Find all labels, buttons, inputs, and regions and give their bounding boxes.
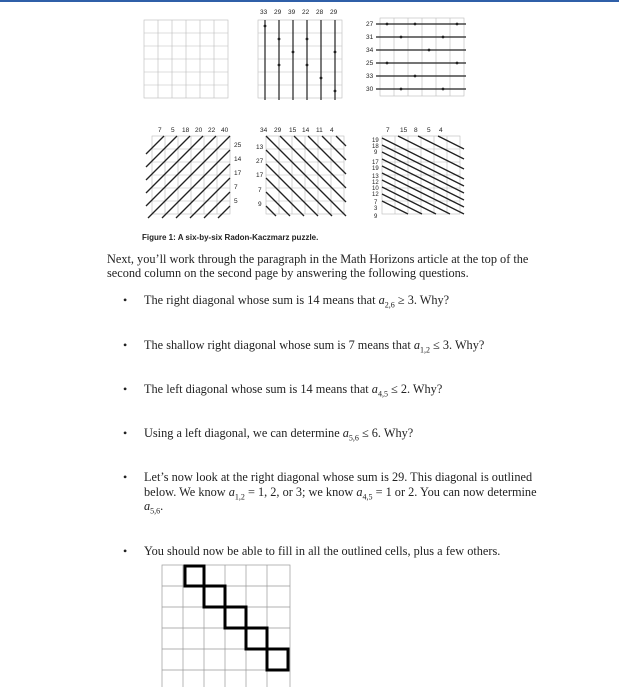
outlined-cell	[225, 607, 246, 628]
diag-sum-label: 4	[330, 127, 334, 134]
left-diagonals-panel	[146, 127, 242, 218]
svg-text:7: 7	[374, 200, 378, 206]
diag-sum-label: 13	[256, 144, 264, 151]
diag-sum-label: 15	[400, 127, 408, 134]
diag-sum-label: 9	[258, 201, 262, 208]
svg-text:9: 9	[374, 214, 378, 220]
svg-text:12: 12	[372, 192, 379, 198]
svg-text:17: 17	[372, 160, 379, 166]
diag-sum-label: 22	[208, 127, 216, 134]
bullet-marker: •	[123, 293, 128, 307]
diag-sum-label: 14	[302, 127, 310, 134]
empty-grid-panel	[144, 20, 228, 98]
row-sum-label: 31	[366, 34, 374, 41]
left-sum-stack	[372, 138, 379, 220]
svg-text:9: 9	[374, 150, 378, 156]
col-sum-label: 29	[274, 9, 282, 16]
diag-sum-label: 15	[289, 127, 297, 134]
diag-sum-label: 17	[256, 172, 264, 179]
row-sum-label: 34	[366, 47, 374, 54]
diag-sum-label: 34	[260, 127, 268, 134]
row-sum-label: 30	[366, 86, 374, 93]
diag-sum-label: 4	[439, 127, 443, 134]
col-sum-label: 33	[260, 9, 268, 16]
diag-sum-label: 40	[221, 127, 229, 134]
diag-sum-label: 25	[234, 142, 242, 149]
radon-kaczmarz-figure	[138, 8, 478, 243]
col-sum-label: 39	[288, 9, 296, 16]
diag-sum-label: 7	[158, 127, 162, 134]
row-sums-panel	[366, 18, 466, 96]
col-sum-label: 28	[316, 9, 324, 16]
diag-sum-label: 18	[182, 127, 190, 134]
diag-sum-label: 7	[258, 187, 262, 194]
bullet-marker: •	[123, 382, 128, 396]
bullet-marker: •	[123, 544, 128, 558]
diag-sum-label: 7	[386, 127, 390, 134]
svg-text:18: 18	[372, 144, 379, 150]
svg-text:12: 12	[372, 180, 379, 186]
diag-sum-label: 8	[414, 127, 418, 134]
bullet-marker: •	[123, 338, 128, 352]
shallow-diagonals-panel	[372, 127, 464, 220]
diag-sum-label: 7	[234, 184, 238, 191]
intro-paragraph: Next, you’ll work through the paragraph in the Math Horizons article at the top of the second column on the second page by answering the following questions.	[107, 252, 529, 280]
column-sums-panel	[258, 9, 342, 100]
bullet-marker: •	[123, 426, 128, 440]
svg-text:3: 3	[374, 206, 378, 212]
diag-sum-label: 14	[234, 156, 242, 163]
outlined-cell	[267, 649, 288, 670]
svg-text:19: 19	[372, 166, 379, 172]
row-sum-label: 27	[366, 21, 374, 28]
row-sum-label: 33	[366, 73, 374, 80]
svg-text:10: 10	[372, 186, 379, 192]
svg-text:13: 13	[372, 174, 379, 180]
diag-sum-label: 5	[234, 198, 238, 205]
diag-sum-label: 5	[427, 127, 431, 134]
outlined-cell	[204, 586, 225, 607]
diag-sum-label: 20	[195, 127, 203, 134]
figure-caption: Figure 1: A six-by-six Radon-Kaczmarz puzzle.	[142, 233, 319, 242]
diag-sum-label: 29	[274, 127, 282, 134]
outlined-cell	[185, 566, 204, 586]
bullet-marker: •	[123, 470, 128, 484]
col-sum-label: 29	[330, 9, 338, 16]
row-sum-label: 25	[366, 60, 374, 67]
svg-text:19: 19	[372, 138, 379, 144]
page-top-rule	[0, 0, 619, 2]
right-diagonals-panel	[256, 127, 346, 216]
diag-sum-label: 17	[234, 170, 242, 177]
diag-sum-label: 11	[316, 127, 323, 134]
diag-sum-label: 5	[171, 127, 175, 134]
diag-sum-label: 27	[256, 158, 264, 165]
outlined-diagonal-grid	[160, 563, 292, 687]
outlined-cell	[246, 628, 267, 649]
col-sum-label: 22	[302, 9, 310, 16]
